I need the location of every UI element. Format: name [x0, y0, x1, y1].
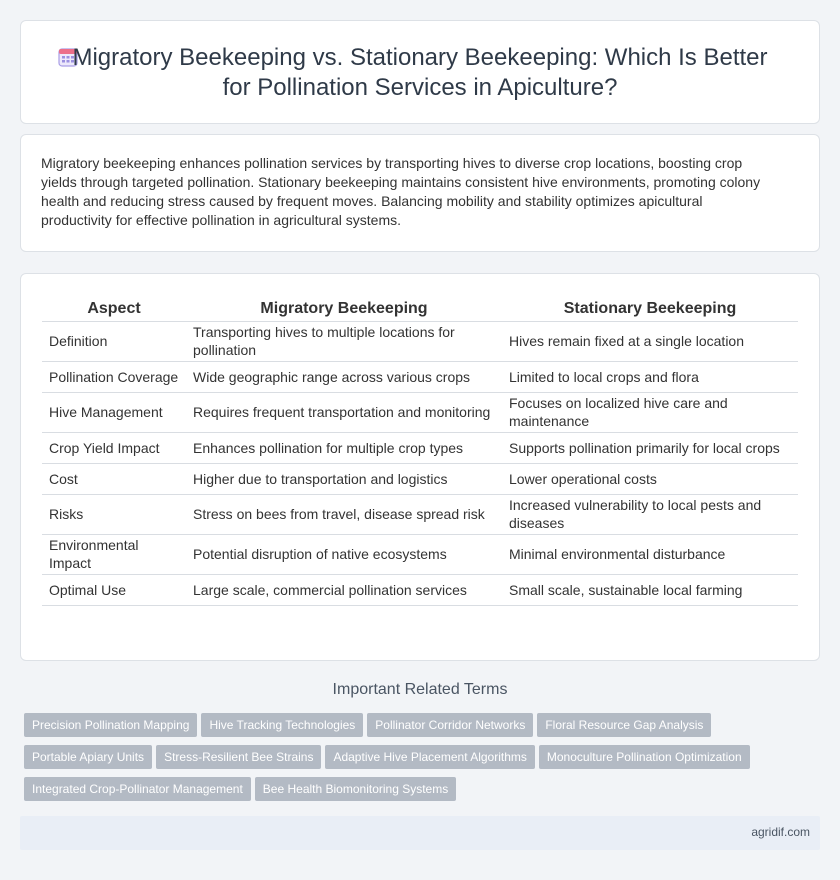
related-term-tag[interactable]: Adaptive Hive Placement Algorithms: [325, 745, 534, 769]
related-term-tag[interactable]: Bee Health Biomonitoring Systems: [255, 777, 456, 801]
summary-line-1: Migratory beekeeping enhances pollination services by transporting hives to diverse crop locations, boosting crop: [41, 155, 743, 171]
page-title-line-1: Migratory Beekeeping vs. Stationary Beekeeping: Which Is Better: [72, 44, 768, 71]
summary-line-4: productivity for effective pollination in agricultural systems.: [41, 212, 402, 228]
table-row: [42, 463, 798, 494]
table-cell-migratory: Large scale, commercial pollination services: [186, 574, 502, 605]
footer-site-link[interactable]: agridif.com: [751, 825, 810, 839]
page-title: [21, 43, 819, 103]
table-cell-aspect: Optimal Use: [42, 574, 186, 605]
table-cell-migratory: Enhances pollination for multiple crop types: [186, 432, 502, 463]
summary-line-3: health and reducing stress caused by frequent moves. Balancing mobility and stability optimizes apicultural: [41, 193, 703, 209]
table-cell-migratory: Stress on bees from travel, disease spread risk: [186, 494, 502, 534]
related-term-tag[interactable]: Pollinator Corridor Networks: [367, 713, 533, 737]
table-cell-stationary: Supports pollination primarily for local crops: [502, 432, 798, 463]
table-cell-aspect: Risks: [42, 494, 186, 534]
related-terms-list: [24, 713, 824, 809]
table-cell-aspect: Hive Management: [42, 392, 186, 432]
table-cell-stationary: Lower operational costs: [502, 463, 798, 494]
table-row: [42, 574, 798, 605]
footer: [20, 816, 820, 850]
table-row: [42, 534, 798, 574]
header-aspect: Aspect: [42, 294, 186, 321]
table-cell-aspect: Environmental Impact: [42, 534, 186, 574]
header-migratory: Migratory Beekeeping: [186, 294, 502, 321]
related-term-tag[interactable]: Monoculture Pollination Optimization: [539, 745, 750, 769]
table-cell-migratory: Wide geographic range across various crops: [186, 361, 502, 392]
table-cell-stationary: Increased vulnerability to local pests and diseases: [502, 494, 798, 534]
related-terms-heading: Important Related Terms: [332, 681, 508, 698]
title-card: [20, 20, 820, 124]
table-cell-stationary: Hives remain fixed at a single location: [502, 321, 798, 361]
page-title-line-2: for Pollination Services in Apiculture?: [222, 74, 618, 101]
table-header-row: [42, 294, 798, 321]
table-cell-aspect: Crop Yield Impact: [42, 432, 186, 463]
table-cell-stationary: Small scale, sustainable local farming: [502, 574, 798, 605]
table-row: [42, 432, 798, 463]
related-term-tag[interactable]: Integrated Crop-Pollinator Management: [24, 777, 251, 801]
table-cell-stationary: Minimal environmental disturbance: [502, 534, 798, 574]
comparison-table: [42, 294, 798, 606]
table-cell-migratory: Potential disruption of native ecosystems: [186, 534, 502, 574]
comparison-table-card: [20, 273, 820, 661]
summary-line-2: yields through targeted pollination. Stationary beekeeping maintains consistent hive environments, promoting colony: [41, 174, 761, 190]
table-cell-aspect: Pollination Coverage: [42, 361, 186, 392]
table-cell-migratory: Requires frequent transportation and monitoring: [186, 392, 502, 432]
related-term-tag[interactable]: Portable Apiary Units: [24, 745, 152, 769]
summary-card: [20, 134, 820, 252]
table-cell-migratory: Transporting hives to multiple locations for pollination: [186, 321, 502, 361]
table-cell-aspect: Cost: [42, 463, 186, 494]
table-cell-stationary: Limited to local crops and flora: [502, 361, 798, 392]
table-row: [42, 361, 798, 392]
table-cell-aspect: Definition: [42, 321, 186, 361]
table-row: [42, 392, 798, 432]
table-cell-stationary: Focuses on localized hive care and maintenance: [502, 392, 798, 432]
table-row: [42, 494, 798, 534]
related-term-tag[interactable]: Precision Pollination Mapping: [24, 713, 197, 737]
header-stationary: Stationary Beekeeping: [502, 294, 798, 321]
table-row: [42, 321, 798, 361]
summary-paragraph: [41, 154, 799, 230]
related-term-tag[interactable]: Hive Tracking Technologies: [201, 713, 363, 737]
related-term-tag[interactable]: Stress-Resilient Bee Strains: [156, 745, 321, 769]
related-term-tag[interactable]: Floral Resource Gap Analysis: [537, 713, 711, 737]
table-cell-migratory: Higher due to transportation and logistics: [186, 463, 502, 494]
